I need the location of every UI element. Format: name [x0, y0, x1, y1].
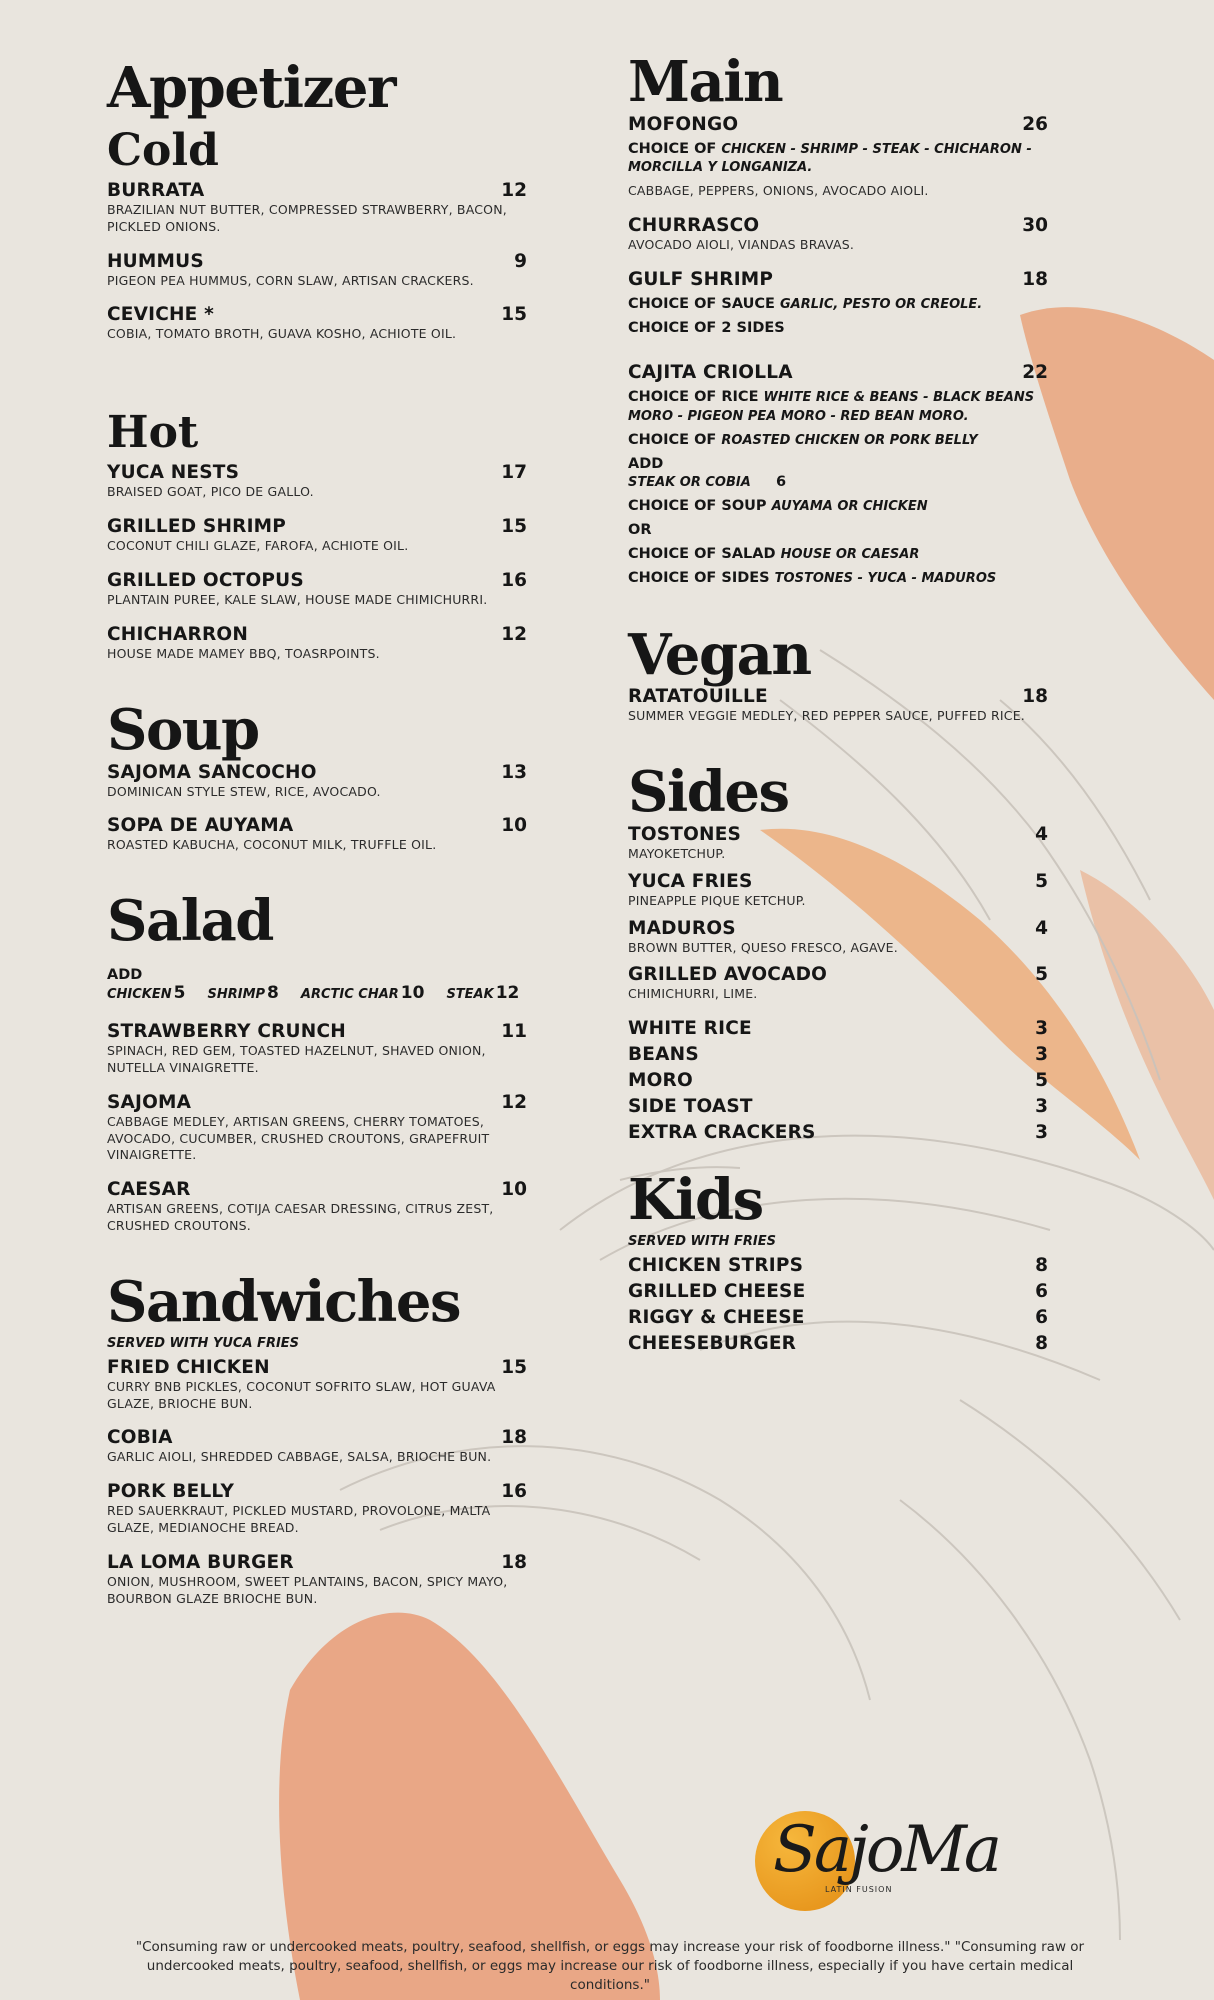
- item-description: CHIMICHURRI, LIME.: [628, 986, 758, 1002]
- simple-sides-list: [628, 1018, 1048, 1143]
- item-description: DOMINICAN STYLE STEW, RICE, AVOCADO.: [107, 783, 381, 799]
- menu-item: [107, 1179, 527, 1235]
- item-name: HUMMUS: [107, 250, 204, 272]
- item-price: 4: [1035, 917, 1048, 939]
- item-description: AVOCADO AIOLI, VIANDAS BRAVAS.: [628, 237, 855, 253]
- menu-item: [107, 251, 527, 290]
- item-name: STRAWBERRY CRUNCH: [107, 1020, 346, 1042]
- item-price: 16: [501, 1481, 527, 1503]
- item-price: 22: [1022, 361, 1048, 383]
- item-option: [628, 545, 1048, 564]
- addon: [301, 983, 425, 1003]
- salad-addons: [107, 983, 527, 1003]
- item-name: PORK BELLY: [107, 1481, 235, 1503]
- item-price: 3: [1035, 1096, 1048, 1118]
- sandwiches-title: Sandwiches: [107, 1269, 461, 1336]
- list-item: [628, 1018, 1048, 1039]
- item-price: 8: [1035, 1332, 1048, 1354]
- item-price: 12: [501, 624, 527, 646]
- item-price: 15: [501, 1356, 527, 1378]
- menu-item: [107, 762, 527, 801]
- option-values: STEAK OR COBIA: [628, 475, 751, 491]
- menu-item: [628, 871, 1048, 910]
- menu-item: [107, 304, 527, 343]
- salad-title: Salad: [107, 888, 273, 955]
- option-label: CHOICE OF SOUP: [628, 498, 767, 515]
- option-values: ROASTED CHICKEN OR PORK BELLY: [721, 432, 978, 448]
- item-price: 18: [501, 1552, 527, 1573]
- addon-price: 8: [267, 982, 279, 1003]
- menu-item-churrasco: [628, 215, 1048, 254]
- option-label: CHOICE OF SIDES: [628, 569, 770, 586]
- item-price: 5: [1035, 1070, 1048, 1092]
- item-name: CHEESEBURGER: [628, 1332, 797, 1354]
- item-name: TOSTONES: [628, 823, 742, 845]
- menu-item-gulf-shrimp: [628, 269, 1048, 338]
- menu-item: [107, 1021, 527, 1077]
- soup-title: Soup: [107, 696, 259, 763]
- item-price: 12: [501, 179, 527, 201]
- item-name: GRILLED OCTOPUS: [107, 570, 304, 592]
- menu-item: [107, 1092, 527, 1165]
- item-name: SIDE TOAST: [628, 1096, 753, 1118]
- item-option: [628, 569, 1048, 588]
- kids-title: Kids: [628, 1167, 763, 1234]
- item-price: 12: [501, 1091, 527, 1113]
- menu-item-mofongo: [628, 114, 1048, 201]
- list-item: [628, 1307, 1048, 1328]
- option-price: 6: [776, 474, 787, 491]
- item-description: COCONUT CHILI GLAZE, FAROFA, ACHIOTE OIL.: [107, 538, 409, 554]
- item-description: ROASTED KABUCHA, COCONUT MILK, TRUFFLE OIL.: [107, 837, 437, 853]
- item-price: 18: [501, 1427, 527, 1449]
- option-label: CHOICE OF RICE: [628, 388, 759, 405]
- item-description: CABBAGE, PEPPERS, ONIONS, AVOCADO AIOLI.: [628, 183, 929, 199]
- option-values: WHITE RICE & BEANS - BLACK BEANS MORO - PIGEON PEA MORO - RED BEAN MORO.: [628, 389, 1035, 424]
- cold-title: Cold: [107, 124, 219, 176]
- option-label: CHOICE OF SAUCE: [628, 296, 775, 313]
- addon-name: CHICKEN: [107, 986, 172, 1002]
- item-description: SPINACH, RED GEM, TOASTED HAZELNUT, SHAVED ONION, NUTELLA VINAIGRETTE.: [107, 1042, 486, 1075]
- addon: [446, 983, 519, 1003]
- addon: [107, 983, 185, 1003]
- item-option: OR: [628, 522, 652, 539]
- sandwiches-note: SERVED WITH YUCA FRIES: [107, 1335, 300, 1351]
- menu-item: [107, 1552, 527, 1608]
- item-name: BURRATA: [107, 179, 205, 201]
- item-name: CAESAR: [107, 1179, 191, 1201]
- item-price: 3: [1035, 1044, 1048, 1066]
- menu-item: [107, 570, 527, 609]
- item-name: RIGGY & CHEESE: [628, 1306, 805, 1328]
- salad-add-label: ADD: [107, 966, 143, 983]
- item-description: RED SAUERKRAUT, PICKLED MUSTARD, PROVOLONE, MALTA GLAZE, MEDIANOCHE BREAD.: [107, 1503, 491, 1536]
- option-values: TOSTONES - YUCA - MADUROS: [774, 570, 997, 586]
- menu-item: [107, 624, 527, 663]
- item-name: RATATOUILLE: [628, 686, 768, 708]
- item-price: 9: [514, 250, 527, 272]
- item-description: COBIA, TOMATO BROTH, GUAVA KOSHO, ACHIOTE OIL.: [107, 326, 457, 342]
- item-name: COBIA: [107, 1427, 173, 1449]
- item-price: 18: [1022, 269, 1048, 291]
- item-name: GRILLED SHRIMP: [107, 516, 287, 538]
- item-price: 5: [1035, 870, 1048, 892]
- item-option: [628, 431, 1048, 450]
- item-price: 3: [1035, 1018, 1048, 1040]
- item-description: SUMMER VEGGIE MEDLEY, RED PEPPER SAUCE, PUFFED RICE.: [628, 708, 1025, 724]
- spacer: [107, 358, 527, 402]
- item-option: [628, 497, 1048, 516]
- item-price: 17: [501, 462, 527, 484]
- item-price: 16: [501, 570, 527, 592]
- option-values: GARLIC, PESTO OR CREOLE.: [779, 297, 983, 313]
- item-option: CHOICE OF 2 SIDES: [628, 320, 785, 337]
- item-name: CHURRASCO: [628, 215, 760, 237]
- item-name: MOFONGO: [628, 113, 739, 135]
- food-safety-disclaimer: "Consuming raw or undercooked meats, poultry, seafood, shellfish, or eggs may increase your risk of foodborne illness." "Consuming raw or undercooked meats, poultry, seafood, shellfish, or eggs may increase our risk of foodborne illness, especially if you have certain medical conditions.": [135, 1939, 1085, 1993]
- menu-item-cajita-criolla: [628, 362, 1048, 588]
- item-price: 10: [501, 1179, 527, 1201]
- item-name: BEANS: [628, 1044, 699, 1066]
- item-price: 15: [501, 304, 527, 326]
- option-label: CHOICE OF: [628, 431, 717, 448]
- item-name: GRILLED CHEESE: [628, 1280, 806, 1302]
- addon-price: 5: [173, 982, 186, 1003]
- item-name: SOPA DE AUYAMA: [107, 815, 294, 837]
- item-name: GULF SHRIMP: [628, 269, 774, 291]
- item-name: CHICKEN STRIPS: [628, 1254, 804, 1276]
- item-description: CABBAGE MEDLEY, ARTISAN GREENS, CHERRY TOMATOES, AVOCADO, CUCUMBER, CRUSHED CROUTONS, GRAPEFRUIT VINAIGRETTE.: [107, 1113, 490, 1163]
- item-description: PLANTAIN PUREE, KALE SLAW, HOUSE MADE CHIMICHURRI.: [107, 592, 488, 608]
- item-price: 18: [1022, 686, 1048, 708]
- item-description: BRAZILIAN NUT BUTTER, COMPRESSED STRAWBERRY, BACON, PICKLED ONIONS.: [107, 201, 507, 234]
- list-item: [628, 1281, 1048, 1302]
- item-price: 15: [501, 516, 527, 538]
- menu-item: [107, 516, 527, 555]
- item-price: 5: [1035, 964, 1048, 986]
- logo-name: SajoMa: [773, 1813, 1000, 1887]
- item-price: 6: [1035, 1306, 1048, 1328]
- right-column: [628, 49, 1048, 1359]
- menu-item: [107, 1481, 527, 1537]
- item-name: CAJITA CRIOLLA: [628, 361, 793, 383]
- addon: [207, 983, 278, 1003]
- item-description: BROWN BUTTER, QUESO FRESCO, AGAVE.: [628, 939, 898, 955]
- item-option: ADD: [628, 455, 664, 472]
- item-price: 26: [1022, 113, 1048, 135]
- list-item: [628, 1044, 1048, 1065]
- item-price: 6: [1035, 1280, 1048, 1302]
- item-name: EXTRA CRACKERS: [628, 1122, 816, 1144]
- item-price: 10: [501, 815, 527, 837]
- addon-name: STEAK: [446, 986, 494, 1002]
- item-price: 30: [1022, 215, 1048, 237]
- main-title: Main: [628, 49, 783, 115]
- addon-name: SHRIMP: [207, 986, 266, 1002]
- addon-price: 12: [495, 982, 520, 1003]
- item-name: LA LOMA BURGER: [107, 1552, 294, 1573]
- item-name: CHICHARRON: [107, 624, 249, 646]
- list-item: [628, 1070, 1048, 1091]
- item-price: 8: [1035, 1254, 1048, 1276]
- item-option: [628, 388, 1048, 426]
- item-description: PINEAPPLE PIQUE KETCHUP.: [628, 892, 806, 908]
- item-option: [628, 473, 1048, 492]
- option-values: CHICKEN - SHRIMP - STEAK - CHICHARON - MORCILLA Y LONGANIZA.: [628, 141, 1032, 176]
- kids-note: SERVED WITH FRIES: [628, 1233, 776, 1249]
- sides-title: Sides: [628, 759, 789, 826]
- list-item: [628, 1255, 1048, 1276]
- item-description: PIGEON PEA HUMMUS, CORN SLAW, ARTISAN CRACKERS.: [107, 272, 474, 288]
- menu-item: [628, 964, 1048, 1003]
- menu-item: [628, 918, 1048, 957]
- item-description: CURRY BNB PICKLES, COCONUT SOFRITO SLAW, HOT GUAVA GLAZE, BRIOCHE BUN.: [107, 1378, 496, 1411]
- item-price: 4: [1035, 823, 1048, 845]
- hot-title: Hot: [107, 407, 199, 459]
- option-label: CHOICE OF: [628, 140, 717, 157]
- item-name: CEVICHE *: [107, 304, 215, 326]
- menu-item: [107, 1427, 527, 1466]
- item-description: GARLIC AIOLI, SHREDDED CABBAGE, SALSA, BRIOCHE BUN.: [107, 1449, 492, 1465]
- item-description: HOUSE MADE MAMEY BBQ, TOASRPOINTS.: [107, 646, 380, 662]
- kids-list: [628, 1255, 1048, 1354]
- menu-item: [107, 462, 527, 501]
- item-description: ARTISAN GREENS, COTIJA CAESAR DRESSING, CITRUS ZEST, CRUSHED CROUTONS.: [107, 1201, 494, 1234]
- item-name: WHITE RICE: [628, 1018, 752, 1040]
- sajoma-logo: [755, 1805, 1000, 1915]
- item-price: 13: [501, 761, 527, 783]
- menu-item: [107, 815, 527, 854]
- item-name: YUCA NESTS: [107, 462, 240, 484]
- item-price: 3: [1035, 1122, 1048, 1144]
- menu-item: [628, 824, 1048, 863]
- appetizer-title: Appetizer: [107, 55, 395, 121]
- item-description: BRAISED GOAT, PICO DE GALLO.: [107, 484, 314, 500]
- item-name: MORO: [628, 1070, 693, 1092]
- addon-name: ARCTIC CHAR: [300, 986, 399, 1002]
- item-name: SAJOMA: [107, 1091, 192, 1113]
- menu-item: [628, 686, 1048, 725]
- vegan-title: Vegan: [628, 621, 811, 688]
- item-name: FRIED CHICKEN: [107, 1356, 270, 1378]
- item-option: [628, 140, 1048, 178]
- item-description: ONION, MUSHROOM, SWEET PLANTAINS, BACON, SPICY MAYO, BOURBON GLAZE BRIOCHE BUN.: [107, 1574, 508, 1606]
- item-name: MADUROS: [628, 917, 736, 939]
- option-values: AUYAMA OR CHICKEN: [771, 499, 928, 515]
- left-column: [107, 55, 527, 1623]
- item-name: YUCA FRIES: [628, 870, 753, 892]
- item-price: 11: [501, 1020, 527, 1042]
- list-item: [628, 1333, 1048, 1354]
- option-values: HOUSE OR CAESAR: [780, 547, 920, 562]
- menu-item: [107, 180, 527, 236]
- menu-item: [107, 1357, 527, 1413]
- item-option: [628, 295, 1048, 314]
- item-name: SAJOMA SANCOCHO: [107, 761, 317, 783]
- list-item: [628, 1122, 1048, 1143]
- option-label: CHOICE OF SALAD: [628, 546, 776, 562]
- item-description: MAYOKETCHUP.: [628, 845, 726, 861]
- list-item: [628, 1096, 1048, 1117]
- addon-price: 10: [400, 982, 425, 1003]
- logo-tagline: LATIN FUSION: [825, 1885, 893, 1894]
- item-name: GRILLED AVOCADO: [628, 964, 828, 986]
